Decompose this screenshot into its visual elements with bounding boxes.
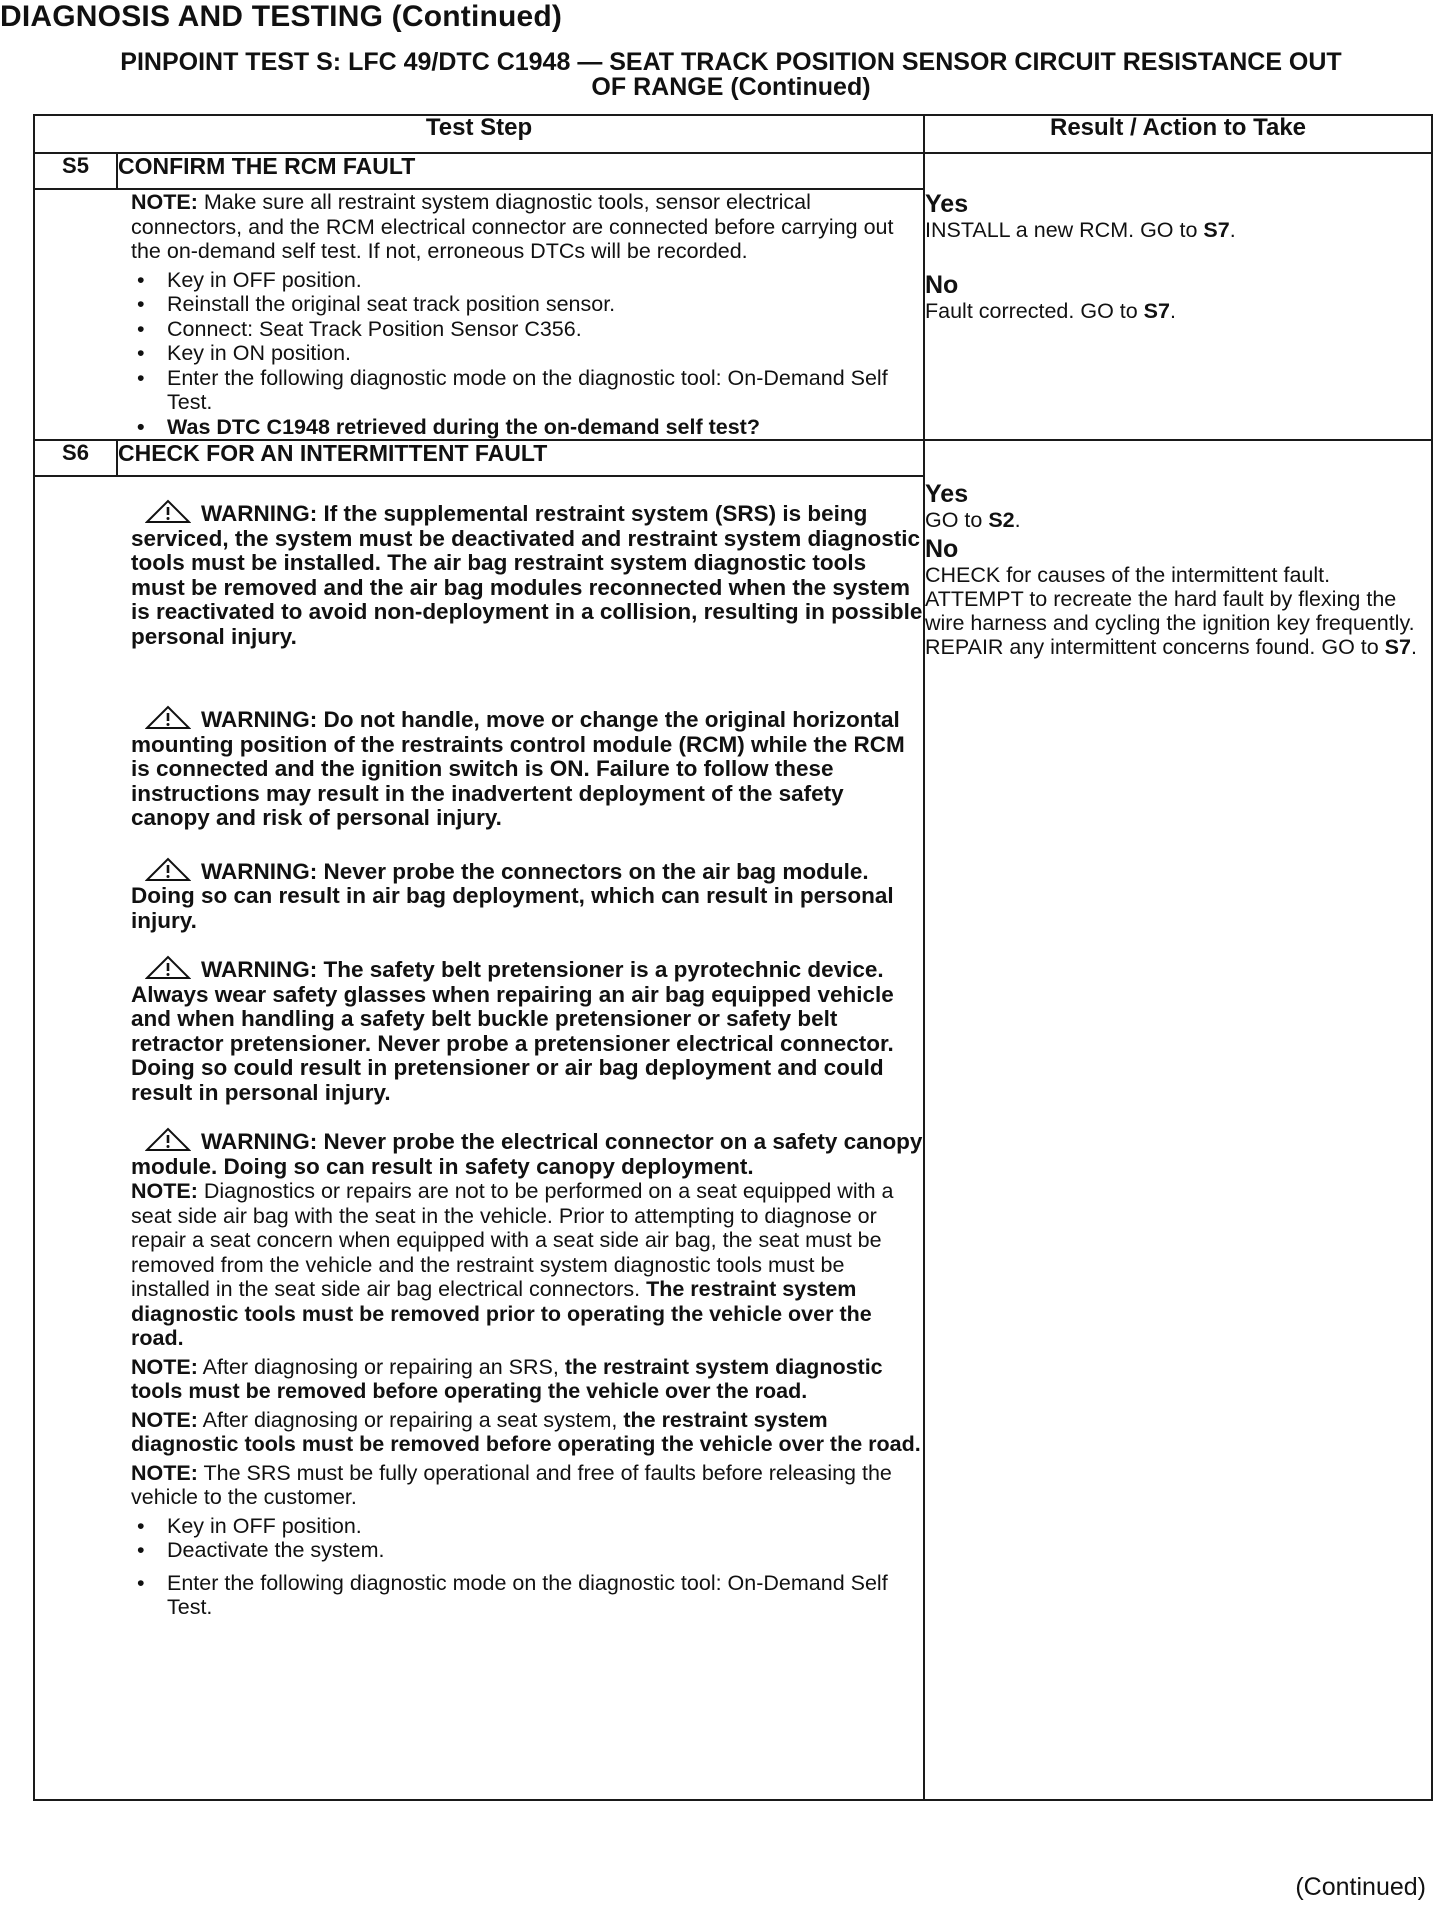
table-header-row [34,115,1432,153]
result-yes-action: GO to S2. [925,508,1021,532]
note-paragraph: NOTE: Diagnostics or repairs are not to be performed on a seat equipped with a seat side air bag with the seat in the vehicle. Prior to attempting to diagnose or repair a seat concern when equipped with a seat side air bag, the seat must be removed from the vehicle and the restraint system diagnostic tools must be installed in the seat side air bag electrical connectors. The restraint system diagnostic tools must be removed prior to operating the vehicle over the road. [131,1179,894,1350]
step-id: S6 [34,440,117,476]
heading-line-1: PINPOINT TEST S: LFC 49/DTC C1948 — SEAT TRACK POSITION SENSOR CIRCUIT RESISTANCE OUT [120,48,1342,76]
step-title-row [34,153,1432,189]
pinpoint-test-heading [36,50,1426,100]
list-item: • Key in OFF position. [131,1514,923,1539]
note-paragraph: NOTE: Make sure all restraint system diagnostic tools, sensor electrical connectors, and the RCM electrical connector are connected before carrying out the on-demand self test. If not, erroneous DTCs will be recorded. [131,190,894,263]
result-no-label: No [925,535,959,563]
step-id: S5 [34,153,117,189]
step-title: CONFIRM THE RCM FAULT [117,153,924,189]
step-title-row [34,440,1432,476]
list-item: • Connect: Seat Track Position Sensor C356. [131,317,923,342]
list-item: • Key in OFF position. [131,268,923,293]
test-step-header: Test Step [34,115,924,153]
step-bullet-list [131,268,923,440]
list-item: • Key in ON position. [131,341,923,366]
warning-triangle-icon [145,499,191,523]
warning-paragraph: WARNING: Never probe the electrical connector on a safety canopy module. Doing so can result in safety canopy deployment. [131,1129,923,1179]
continued-footer: (Continued) [1295,1873,1426,1901]
step-question: • Was DTC C1948 retrieved during the on-demand self test? [131,415,923,440]
result-action-header: Result / Action to Take [924,115,1432,153]
page-title: DIAGNOSIS AND TESTING (Continued) [0,0,563,33]
list-item: • Enter the following diagnostic mode on the diagnostic tool: On-Demand Self Test. [131,366,923,415]
step-body-cell [34,476,924,1800]
note-paragraph: NOTE: After diagnosing or repairing a seat system, the restraint system diagnostic tools must be removed before operating the vehicle over the road. [131,1407,921,1456]
list-item: • Enter the following diagnostic mode on the diagnostic tool: On-Demand Self Test. [131,1571,923,1620]
result-no-action: CHECK for causes of the intermittent fault. ATTEMPT to recreate the hard fault by flexing the wire harness and cycling the ignition key frequently. REPAIR any intermittent concerns found. GO to S7. [925,563,1417,659]
step-title: CHECK FOR AN INTERMITTENT FAULT [117,440,924,476]
note-paragraph: NOTE: The SRS must be fully operational and free of faults before releasing the vehicle to the customer. [131,1460,892,1509]
result-yes-label: Yes [925,480,969,508]
warning-paragraph: WARNING: If the supplemental restraint system (SRS) is being serviced, the system must be deactivated and restraint system diagnostic tools must be installed. The air bag restraint system diagnostic tools must be removed and the air bag modules reconnected when the system is reactivated to avoid non-deployment in a collision, resulting in possible personal injury. [131,501,923,649]
list-item: • Deactivate the system. [131,1538,923,1563]
warning-triangle-icon [145,955,191,979]
warning-paragraph: WARNING: Do not handle, move or change the original horizontal mounting position of the restraints control module (RCM) while the RCM is connected and the ignition switch is ON. Failure to follow these instructions may result in the inadvertent deployment of the safety canopy and risk of personal injury. [131,707,905,830]
warning-triangle-icon [145,1127,191,1151]
heading-line-2: OF RANGE (Continued) [591,73,871,101]
result-yes-label: Yes [925,190,969,218]
step-result-cell [924,153,1432,440]
warning-paragraph: WARNING: Never probe the connectors on the air bag module. Doing so can result in air bag deployment, which can result in personal injury. [131,858,894,933]
result-no-action: Fault corrected. GO to S7. [925,299,1176,323]
warning-triangle-icon [145,857,191,881]
step-bullet-list [131,1514,923,1620]
step-body-cell [34,189,924,440]
result-no-label: No [925,271,959,299]
warning-paragraph: WARNING: The safety belt pretensioner is a pyrotechnic device. Always wear safety glasses when repairing an air bag equipped vehicle and when handling a safety belt buckle pretensioner or safety belt retractor pretensioner. Never probe a pretensioner electrical connector. Doing so could result in pretensioner or air bag deployment and could result in personal injury. [131,957,894,1105]
step-result-cell [924,440,1432,1800]
result-yes-action: INSTALL a new RCM. GO to S7. [925,218,1236,242]
warning-triangle-icon [145,705,191,729]
test-step-table [33,114,1433,1801]
note-paragraph: NOTE: After diagnosing or repairing an SRS, the restraint system diagnostic tools must be removed before operating the vehicle over the road. [131,1354,883,1403]
list-item: • Reinstall the original seat track position sensor. [131,292,923,317]
